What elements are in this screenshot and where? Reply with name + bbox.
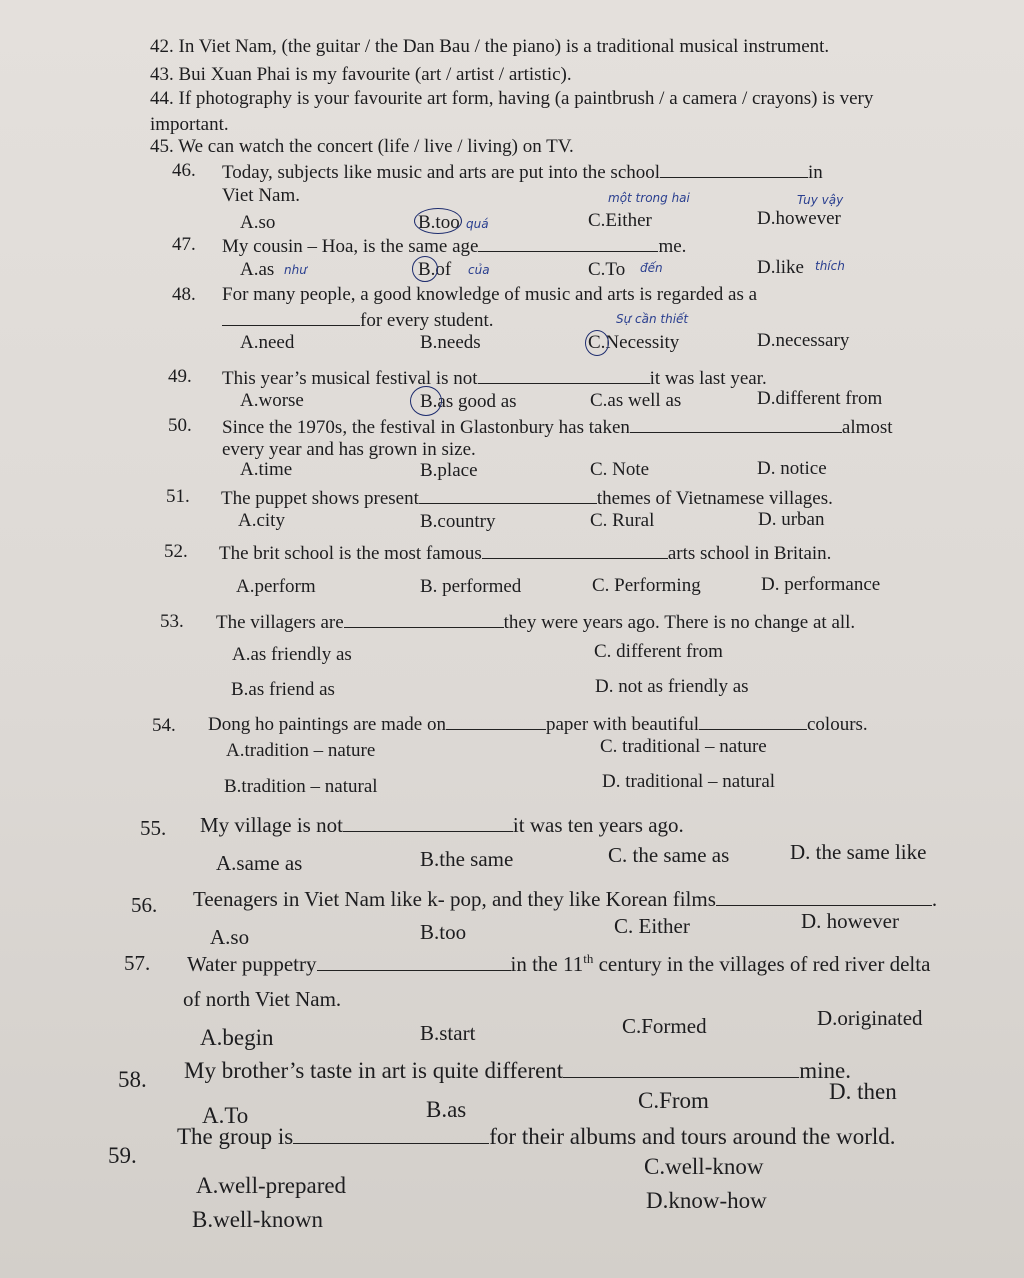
handwritten-note: đến <box>640 261 663 275</box>
question-number: 55. <box>140 816 167 840</box>
option-c: C. traditional – nature <box>600 736 767 757</box>
option-b: B.well-known <box>192 1207 323 1232</box>
option-c: C. different from <box>594 641 723 662</box>
question-58-stem <box>184 1058 851 1084</box>
stem-text: colours. <box>807 714 868 735</box>
stem-text: Dong ho paintings are made on <box>208 714 446 735</box>
question-45: 45. We can watch the concert (life / live / living) on TV. <box>150 136 574 157</box>
stem-text: it was ten years ago. <box>512 813 684 837</box>
question-number: 59. <box>108 1143 137 1168</box>
stem-text: century in the villages of red river delta <box>598 952 931 976</box>
question-52-stem <box>219 541 831 565</box>
question-54-stem <box>208 712 868 736</box>
option-b: B.of <box>418 259 452 280</box>
option-a: A.perform <box>236 576 316 597</box>
answer-blank <box>446 712 546 730</box>
stem-text: themes of Vietnamese villages. <box>596 488 833 509</box>
option-b: B.needs <box>420 332 481 353</box>
answer-circle <box>414 208 462 234</box>
option-a: A.as friendly as <box>232 644 352 665</box>
stem-text: for every student. <box>360 310 494 331</box>
question-56-stem <box>193 887 937 911</box>
option-a: A.so <box>240 212 276 233</box>
question-number: 49. <box>168 366 192 387</box>
option-c: C.as well as <box>590 390 682 411</box>
question-59-stem <box>177 1124 896 1150</box>
question-number: 58. <box>118 1067 147 1092</box>
answer-blank <box>716 888 932 906</box>
question-number: 47. <box>172 234 196 255</box>
question-55-stem <box>200 813 684 837</box>
answer-circle <box>585 330 609 356</box>
option-d: D.different from <box>757 388 883 409</box>
stem-text: arts school in Britain. <box>667 543 832 564</box>
stem-text: The group is <box>177 1124 294 1149</box>
answer-blank <box>419 486 597 504</box>
option-c: C. the same as <box>608 843 730 867</box>
answer-blank <box>343 814 513 832</box>
option-a: A.so <box>210 925 250 949</box>
answer-blank <box>317 953 511 971</box>
stem-text: The villagers are <box>216 612 344 633</box>
stem-text: Today, subjects like music and arts are put into the school <box>222 162 661 183</box>
stem-text: The puppet shows present <box>221 488 419 509</box>
option-a: A.begin <box>200 1025 274 1050</box>
stem-text: . <box>931 887 938 911</box>
option-b: B.as friend as <box>231 679 335 700</box>
stem-text: me. <box>658 236 687 257</box>
option-c: C. Performing <box>592 575 701 596</box>
answer-blank <box>563 1060 799 1078</box>
question-57-line2: of north Viet Nam. <box>183 987 342 1011</box>
handwritten-note: như <box>284 263 307 277</box>
option-b: B.tradition – natural <box>224 776 378 797</box>
question-49-stem <box>222 366 767 390</box>
stem-text: for their albums and tours around the world. <box>489 1124 896 1149</box>
stem-text: Teenagers in Viet Nam like k- pop, and they like Korean films <box>193 887 716 911</box>
question-number: 46. <box>172 160 196 181</box>
handwritten-note: một trong hai <box>608 191 690 205</box>
answer-blank <box>660 160 808 178</box>
handwritten-note: thích <box>815 259 845 273</box>
question-number: 48. <box>172 284 196 305</box>
option-b: B.as good as <box>420 391 517 412</box>
answer-blank <box>344 610 504 628</box>
option-a: A.time <box>240 459 293 480</box>
option-b: B. performed <box>420 576 522 597</box>
option-a: A.need <box>240 332 295 353</box>
handwritten-note: của <box>468 263 490 277</box>
question-44-line2: important. <box>150 114 229 135</box>
handwritten-note: quá <box>466 217 489 231</box>
question-number: 53. <box>160 611 184 632</box>
stem-text: mine. <box>799 1058 851 1083</box>
option-b: B.too <box>418 212 460 233</box>
option-c: C.To <box>588 259 626 280</box>
stem-text: The brit school is the most famous <box>219 543 482 564</box>
question-50-stem <box>222 415 893 439</box>
option-d: D. however <box>801 909 899 933</box>
stem-text: in the 11 <box>510 952 584 976</box>
question-number: 56. <box>131 893 158 917</box>
stem-text: This year’s musical festival is not <box>222 368 478 389</box>
option-d: D.know-how <box>646 1188 767 1213</box>
option-a: A.worse <box>240 390 304 411</box>
question-44-line1: 44. If photography is your favourite art form, having (a paintbrush / a camera / crayons) is very <box>150 88 874 109</box>
option-d: D. performance <box>761 574 881 595</box>
option-b: B.country <box>420 511 496 532</box>
option-c: C. Rural <box>590 510 655 531</box>
option-b: B.the same <box>420 847 514 871</box>
option-d: D.however <box>757 208 841 229</box>
option-a: A.well-prepared <box>196 1173 347 1198</box>
question-57-stem <box>187 947 930 976</box>
option-d: D.necessary <box>757 330 850 351</box>
stem-text: My village is not <box>200 813 343 837</box>
option-c: C. Note <box>590 459 650 480</box>
option-b: B.too <box>420 920 467 944</box>
option-d: D.like <box>757 257 804 278</box>
stem-text: Since the 1970s, the festival in Glastonbury has taken <box>222 417 630 438</box>
question-50-line2: every year and has grown in size. <box>222 439 476 460</box>
superscript: th <box>583 951 594 966</box>
stem-text: paper with beautiful <box>545 714 699 735</box>
answer-blank <box>478 234 658 252</box>
question-48-line2 <box>222 308 493 332</box>
question-43: 43. Bui Xuan Phai is my favourite (art / artist / artistic). <box>150 64 572 85</box>
answer-blank <box>478 366 650 384</box>
handwritten-note: Tuy vậy <box>797 193 844 207</box>
question-number: 52. <box>164 541 188 562</box>
option-d: D. notice <box>757 458 827 479</box>
option-d: D. then <box>829 1079 897 1104</box>
question-number: 51. <box>166 486 190 507</box>
answer-blank <box>293 1126 489 1144</box>
option-c: C.Either <box>588 210 652 231</box>
answer-blank <box>699 712 807 730</box>
question-number: 57. <box>124 951 151 975</box>
option-c: C.Necessity <box>588 332 680 353</box>
question-number: 54. <box>152 715 176 736</box>
option-a: A.same as <box>216 851 303 875</box>
option-a: A.To <box>202 1103 249 1128</box>
answer-circle <box>410 386 442 416</box>
answer-blank <box>482 541 668 559</box>
option-c: C.From <box>638 1088 709 1113</box>
question-number: 50. <box>168 415 192 436</box>
option-a: A.city <box>238 510 285 531</box>
stem-text: almost <box>841 417 893 438</box>
answer-circle <box>412 256 438 282</box>
option-a: A.tradition – nature <box>226 740 376 761</box>
stem-text: it was last year. <box>649 368 767 389</box>
question-53-stem <box>216 610 855 634</box>
option-d: D. the same like <box>790 840 927 864</box>
option-b: B.place <box>420 460 478 481</box>
question-48-line1: For many people, a good knowledge of music and arts is regarded as a <box>222 284 758 305</box>
option-d: D. traditional – natural <box>602 771 776 792</box>
question-42: 42. In Viet Nam, (the guitar / the Dan Bau / the piano) is a traditional musical instrument. <box>150 36 830 57</box>
option-c: C.Formed <box>622 1014 707 1038</box>
stem-text: My cousin – Hoa, is the same age <box>222 236 479 257</box>
stem-text: My brother’s taste in art is quite different <box>184 1058 564 1083</box>
option-d: D.originated <box>817 1006 923 1030</box>
question-46-stem <box>222 160 823 184</box>
option-c: C. Either <box>614 914 690 938</box>
option-b: B.as <box>426 1097 467 1122</box>
stem-text: in <box>808 162 823 183</box>
answer-blank <box>630 415 842 433</box>
answer-blank <box>222 308 360 326</box>
question-51-stem <box>221 486 833 510</box>
option-d: D. not as friendly as <box>595 676 749 697</box>
handwritten-note: Sự cần thiết <box>616 312 689 326</box>
option-b: B.start <box>420 1021 476 1045</box>
question-47-stem <box>222 234 686 258</box>
question-46-line2: Viet Nam. <box>222 185 301 206</box>
option-d: D. urban <box>758 509 825 530</box>
option-c: C.well-know <box>644 1154 764 1179</box>
stem-text: they were years ago. There is no change at all. <box>503 612 856 633</box>
option-a: A.as <box>240 259 275 280</box>
stem-text: Water puppetry <box>187 952 317 976</box>
